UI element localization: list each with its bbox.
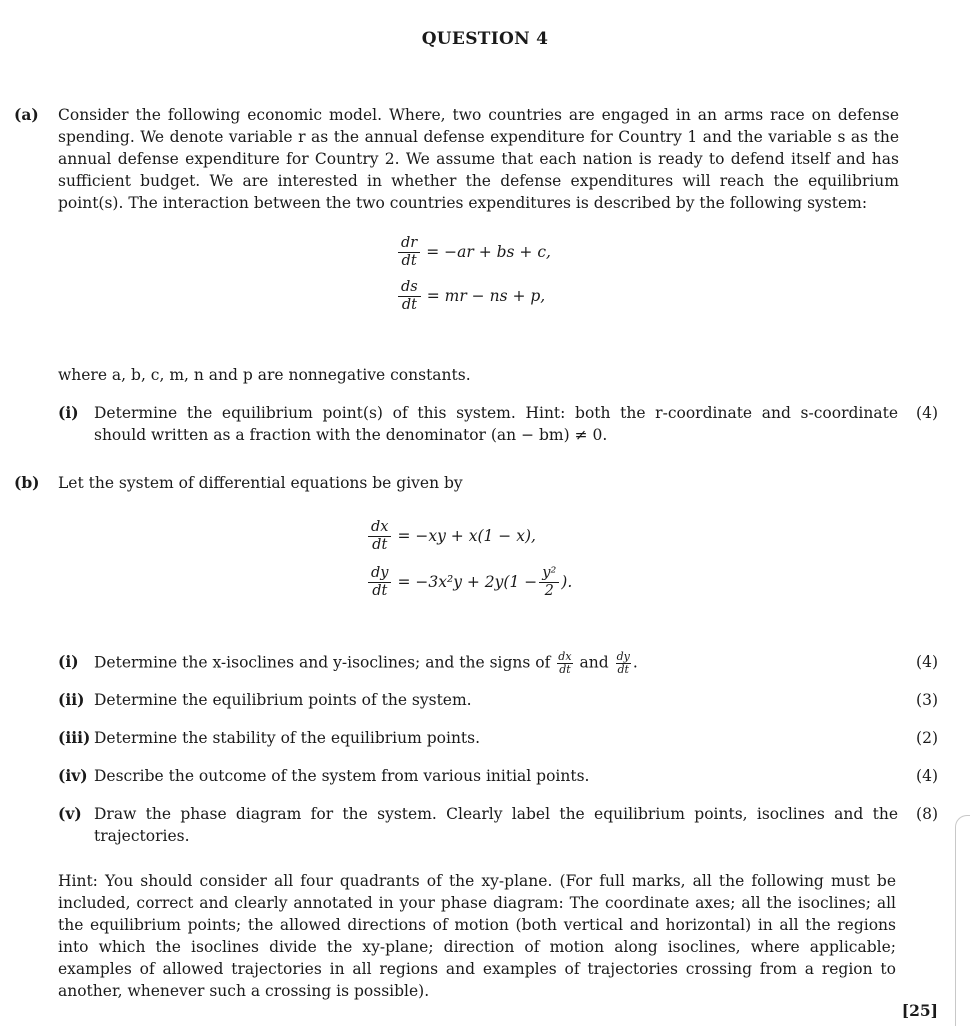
- question-label: (iii): [58, 728, 91, 747]
- question-text: Determine the equilibrium points of the system.: [94, 691, 472, 709]
- question-text: Draw the phase diagram for the system. Clearly label the equilibrium points, isoclines and the trajectories.: [94, 805, 898, 845]
- part-b-text: Let the system of differential equations be given by: [58, 474, 463, 492]
- part-a-label: (a): [14, 105, 39, 124]
- equation-rhs-end: ).: [561, 573, 573, 591]
- question-text: Determine the stability of the equilibrium points.: [94, 729, 481, 747]
- constants-line: [14, 364, 899, 386]
- question-text: Describe the outcome of the system from various initial points.: [94, 767, 590, 785]
- part-a-equations: [398, 230, 551, 318]
- part-b-question-iii: [58, 727, 898, 749]
- marks-badge: (2): [916, 729, 938, 747]
- part-b-question-i: [58, 651, 898, 676]
- equation-ds-dt: [398, 274, 551, 318]
- marks-badge: (8): [916, 805, 938, 823]
- equation-dy-dt: [368, 558, 572, 606]
- equation-rhs: = −xy + x(1 − x),: [397, 527, 536, 545]
- part-b-label: (b): [14, 473, 40, 492]
- marks-badge: (4): [916, 653, 938, 671]
- fraction-dx-dt-inline: $\frac{dx}{dt}$: [558, 650, 572, 676]
- marks-badge: (4): [916, 767, 938, 785]
- question-label: (ii): [58, 690, 85, 709]
- equation-rhs: = −ar + bs + c,: [426, 243, 551, 261]
- part-b-equations: [368, 514, 572, 606]
- part-a: [14, 104, 899, 214]
- equation-dr-dt: [398, 230, 551, 274]
- part-a-question-i: [58, 402, 898, 446]
- question-label: (i): [58, 652, 79, 671]
- part-b-question-v: [58, 803, 898, 847]
- fraction-dy-dt-inline: $\frac{dy}{dt}$: [616, 650, 630, 676]
- equation-dx-dt: [368, 514, 572, 558]
- marks-badge: (3): [916, 691, 938, 709]
- fraction-y2-over-2: $\frac{\text{y²}}{2}$: [539, 565, 559, 600]
- equation-rhs: = mr − ns + p,: [426, 287, 546, 305]
- question-title: QUESTION 4: [421, 29, 549, 49]
- total-marks: [25]: [901, 1001, 938, 1020]
- constants-text: where a, b, c, m, n and p are nonnegative constants.: [58, 366, 471, 384]
- fraction-dy-dt: $\frac{dy}{dt}$: [368, 565, 391, 600]
- question-label: (v): [58, 804, 82, 823]
- fraction-dx-dt: $\frac{dx}{dt}$: [368, 519, 391, 554]
- fraction-dr-dt: $\frac{dr}{dt}$: [398, 235, 420, 270]
- question-label: (iv): [58, 766, 88, 785]
- marks-badge: (4): [916, 404, 938, 422]
- fraction-ds-dt: $\frac{ds}{dt}$: [398, 279, 421, 314]
- part-b-question-iv: [58, 765, 898, 787]
- equation-rhs: = −3x²y + 2y(1 −: [397, 573, 538, 591]
- part-a-text: Consider the following economic model. Where, two countries are engaged in an arms race on defense spending. We denote variable r as the annual defense expenditure for Country 1 and the variable s as the annual defense expenditure for Country 2. We assume that each nation is ready to defend itself and has sufficient budget. We are interested in whether the defense expenditures will reach the equilibrium point(s). The interaction between the two countries expenditures is described by the following system:: [58, 106, 899, 212]
- question-label: (i): [58, 403, 79, 422]
- question-text: Determine the equilibrium point(s) of this system. Hint: both the r-coordinate and s-coordinate should written as a fraction with the denominator (an − bm) ≠ 0.: [94, 404, 898, 444]
- question-text: Determine the x-isoclines and y-isoclines; and the signs of $\frac{dx}{dt}$ and $\frac{dy}{dt}$ .: [94, 650, 638, 676]
- page-edge-shadow: [955, 815, 970, 1026]
- part-b-question-ii: [58, 689, 898, 711]
- part-b: [14, 472, 899, 494]
- hint-paragraph: Hint: You should consider all four quadrants of the xy-plane. (For full marks, all the following must be included, correct and clearly annotated in your phase diagram: The coordinate axes; all the isoclines; all the equilibrium points; the allowed directions of motion (both vertical and horizontal) in all the regions into which the isoclines divide the xy-plane; direction of motion along isoclines, where applicable; examples of allowed trajectories in all regions and examples of trajectories crossing from a region to another, whenever such a crossing is possible).: [58, 872, 896, 1000]
